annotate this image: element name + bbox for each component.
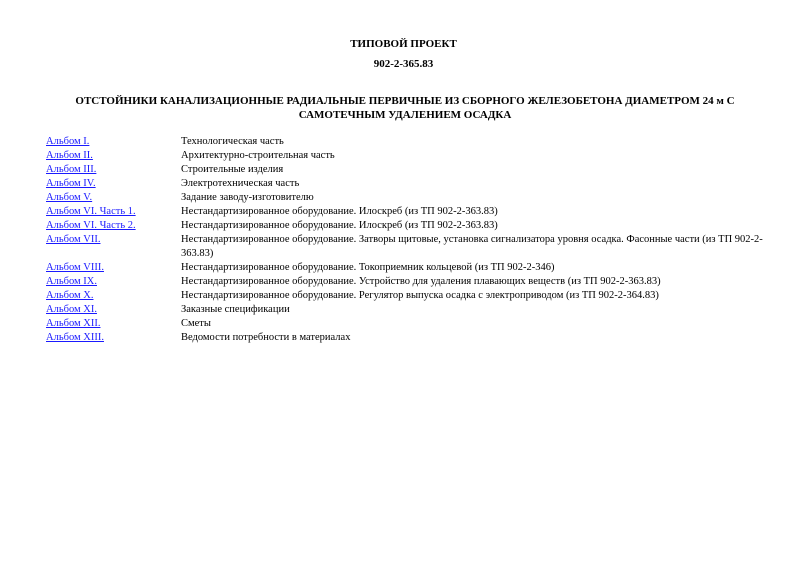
album-description: Электротехническая часть: [181, 178, 300, 189]
list-item: [46, 233, 776, 261]
list-item: [46, 261, 776, 275]
album-description: Строительные изделия: [181, 164, 284, 175]
album-link[interactable]: Альбом VIII.: [46, 262, 104, 273]
page-title: ОТСТОЙНИКИ КАНАЛИЗАЦИОННЫЕ РАДИАЛЬНЫЕ ПЕРВИЧНЫЕ ИЗ СБОРНОГО ЖЕЛЕЗОБЕТОНА ДИАМЕТРОМ 24 м С САМОТЕЧНЫМ УДАЛЕНИЕМ ОСАДКА: [75, 95, 735, 121]
album-description: Задание заводу-изготовителю: [181, 192, 314, 203]
list-item: [46, 219, 776, 233]
album-link[interactable]: Альбом XI.: [46, 304, 97, 315]
album-description: Нестандартизированное оборудование. Регулятор выпуска осадка с электроприводом (из ТП 902-2-364.83): [181, 290, 659, 301]
list-item: [46, 317, 776, 331]
album-link[interactable]: Альбом II.: [46, 150, 93, 161]
list-item: [46, 303, 776, 317]
album-link[interactable]: Альбом XII.: [46, 318, 101, 329]
list-item: [46, 191, 776, 205]
list-item: [46, 331, 776, 345]
list-item: [46, 205, 776, 219]
list-item: [46, 135, 776, 149]
album-link[interactable]: Альбом IX.: [46, 276, 97, 287]
album-description: Ведомости потребности в материалах: [181, 332, 351, 343]
album-description: Нестандартизированное оборудование. Токоприемник кольцевой (из ТП 902-2-346): [181, 262, 555, 273]
list-item: [46, 149, 776, 163]
album-description: Заказные спецификации: [181, 304, 290, 315]
album-link[interactable]: Альбом I.: [46, 136, 90, 147]
album-description: Архитектурно-строительная часть: [181, 150, 335, 161]
album-link[interactable]: Альбом XIII.: [46, 332, 104, 343]
album-description: Нестандартизированное оборудование. Илоскреб (из ТП 902-2-363.83): [181, 220, 498, 231]
album-link[interactable]: Альбом VII.: [46, 234, 101, 245]
album-link[interactable]: Альбом X.: [46, 290, 94, 301]
album-link[interactable]: Альбом IV.: [46, 178, 96, 189]
list-item: [46, 163, 776, 177]
album-description: Нестандартизированное оборудование. Илоскреб (из ТП 902-2-363.83): [181, 206, 498, 217]
list-item: [46, 289, 776, 303]
album-link[interactable]: Альбом III.: [46, 164, 97, 175]
list-item: [46, 177, 776, 191]
album-description: Нестандартизированное оборудование. Устройство для удаления плавающих веществ (из ТП 902-2-363.83): [181, 276, 661, 287]
album-description: Сметы: [181, 318, 211, 329]
album-list: [46, 135, 776, 345]
album-link[interactable]: Альбом V.: [46, 192, 93, 203]
project-type-heading: ТИПОВОЙ ПРОЕКТ: [350, 38, 457, 50]
album-link[interactable]: Альбом VI. Часть 2.: [46, 220, 136, 231]
list-item: [46, 275, 776, 289]
album-description: Технологическая часть: [181, 136, 284, 147]
album-description: Нестандартизированное оборудование. Затворы щитовые, установка сигнализатора уровня осадка. Фасонные части (из ТП 902-2-363.83): [181, 234, 763, 259]
project-code: 902-2-365.83: [373, 58, 434, 70]
album-link[interactable]: Альбом VI. Часть 1.: [46, 206, 136, 217]
